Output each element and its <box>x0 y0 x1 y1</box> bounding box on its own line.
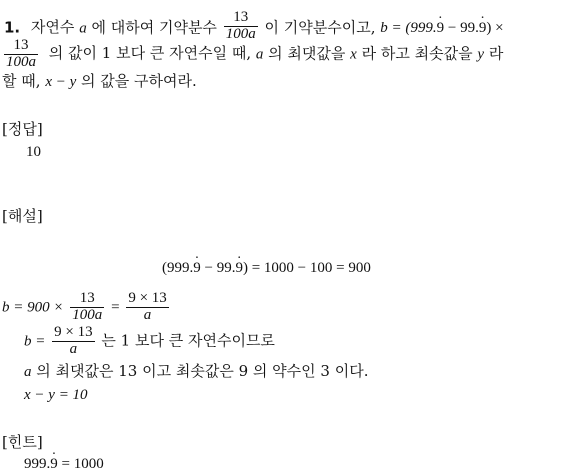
answer-value: 10 <box>26 144 41 160</box>
problem-line-2 <box>2 38 503 71</box>
math-var: a <box>79 20 87 37</box>
answer-label: [정답] <box>2 120 43 138</box>
problem-text: 의 최댓값을 <box>268 44 346 63</box>
math-var: x <box>350 46 357 63</box>
problem-text: 에 대하여 기약분수 <box>91 18 217 37</box>
math-expression: b = (999.9 · − 99.9 ·) × <box>380 20 503 36</box>
problem-text: 라 하고 최솟값을 <box>361 44 473 63</box>
problem-text: 자연수 <box>30 18 75 37</box>
fraction-9x13-over-a: $\frac{9 \times 13}{a}$ <box>128 290 167 323</box>
solution-equation-2: b = 900 × $\frac{13}{100a}$ = $\frac{9 \times 13}{a}$ <box>2 290 167 323</box>
solution-equation-4: a 의 최댓값은 13 이고 최솟값은 9 의 약수인 3 이다. <box>24 362 369 380</box>
solution-equation-5: x − y = 10 <box>24 387 88 403</box>
fraction-13-over-100a: $\frac{13}{100a}$ <box>225 9 256 42</box>
problem-text: 의 값이 1 보다 큰 자연수일 때, <box>48 44 252 63</box>
fraction-9x13-over-a: $\frac{9 \times 13}{a}$ <box>54 324 93 357</box>
solution-equation-1: (999.9 · − 99.9 ·) = 1000 − 100 = 900 <box>162 260 371 277</box>
math-expression: x − y <box>45 74 77 90</box>
problem-line-3 <box>2 70 197 91</box>
problem-text: 의 값을 구하여라. <box>81 72 197 90</box>
problem-text: 이 기약분수이고, <box>264 18 376 37</box>
hint-label: [힌트] <box>2 433 43 451</box>
solution-equation-3: b = $\frac{9 \times 13}{a}$ 는 1 보다 큰 자연수이므로 <box>24 324 275 357</box>
hint-equation: 999.9 · = 1000 <box>24 456 104 473</box>
math-var: y <box>477 46 485 63</box>
fraction-13-over-100a: $\frac{13}{100a}$ <box>72 290 103 323</box>
problem-number: 1. <box>4 18 21 37</box>
problem-text: 할 때, <box>2 72 41 90</box>
fraction-13-over-100a: $\frac{13}{100a}$ <box>6 37 36 70</box>
solution-label: [해설] <box>2 207 43 225</box>
math-var: a <box>255 46 264 63</box>
problem-text: 라 <box>488 44 504 63</box>
